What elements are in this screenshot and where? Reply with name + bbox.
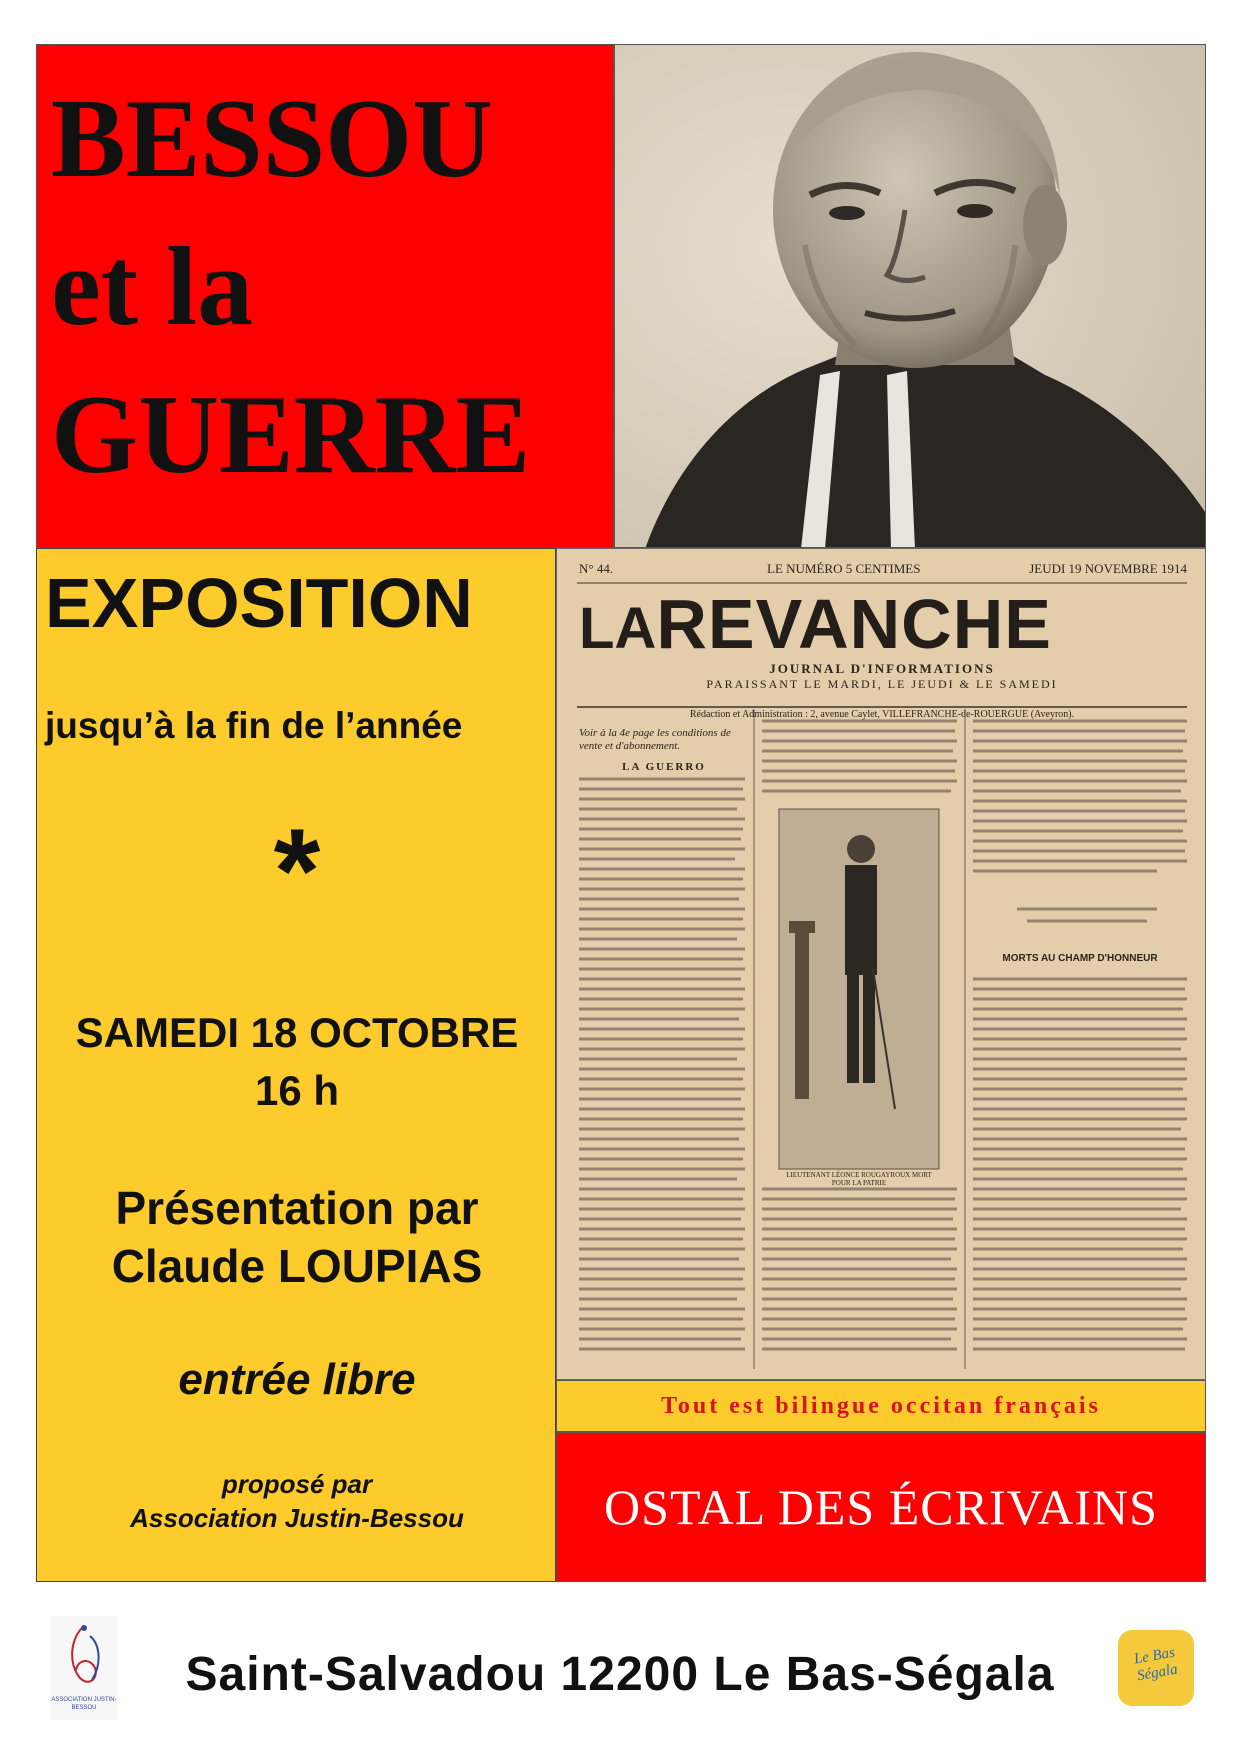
newspaper-address: Rédaction et Administration : 2, avenue Caylet, VILLEFRANCHE-de-ROUERGUE (Aveyron). — [689, 709, 1075, 720]
newspaper-price: LE NUMÉRO 5 CENTIMES — [767, 561, 921, 576]
info-panel — [36, 548, 556, 1582]
bas-segala-logo-text: Le Bas Ségala — [1132, 1644, 1179, 1685]
masthead-prefix: LA — [579, 596, 657, 661]
newspaper-photo-caption: LIEUTENANT LÉONCE ROUGAYROUX MORT POUR LA PATRIE — [786, 1171, 932, 1187]
presentation-line-2: Claude LOUPIAS — [111, 1240, 483, 1292]
portrait-illustration — [615, 45, 1206, 548]
venue-name: OSTAL DES ÉCRIVAINS — [556, 1432, 1206, 1582]
newspaper-image — [556, 548, 1206, 1380]
newspaper-section-la-guerro: LA GUERRO — [622, 761, 706, 773]
title-line-3: GUERRE — [51, 373, 531, 497]
separator-asterisk: * — [273, 804, 321, 938]
association-logo-text: ASSOCIATION JUSTIN-BESSOU — [51, 1697, 117, 1711]
exposition-heading: EXPOSITION — [45, 564, 473, 642]
presentation-line-1: Présentation par — [115, 1182, 479, 1234]
proposed-association: Association Justin-Bessou — [130, 1503, 464, 1533]
footer-address: Saint-Salvadou 12200 Le Bas-Ségala — [185, 1648, 1055, 1701]
proposed-by: proposé par — [221, 1469, 373, 1499]
title-line-1: BESSOU — [51, 77, 493, 201]
masthead-title: REVANCHE — [656, 585, 1052, 663]
portrait-photo — [614, 44, 1206, 548]
newspaper-number: N° 44. — [579, 561, 614, 576]
bas-segala-logo — [1118, 1630, 1194, 1706]
entry-free: entrée libre — [178, 1355, 416, 1404]
newspaper-date: JEUDI 19 NOVEMBRE 1914 — [1029, 561, 1187, 576]
title-block — [36, 44, 614, 548]
title-line-2: et la — [51, 225, 254, 349]
newspaper-notice: Voir à la 4e page les conditions de vente et d'abonnement. — [579, 727, 731, 752]
newspaper-subtitle: JOURNAL D'INFORMATIONS — [769, 661, 995, 676]
newspaper-section-morts: MORTS AU CHAMP D'HONNEUR — [1002, 953, 1158, 964]
event-date: SAMEDI 18 OCTOBRE — [75, 1009, 519, 1056]
association-logo — [50, 1616, 118, 1720]
newspaper-frequency: PARAISSANT LE MARDI, LE JEUDI & LE SAMEDI — [706, 677, 1058, 691]
newspaper-masthead — [579, 585, 1052, 663]
exposition-subheading: jusqu’à la fin de l’année — [45, 705, 463, 746]
bilingual-note: Tout est bilingue occitan français — [556, 1380, 1206, 1432]
event-time: 16 h — [254, 1067, 340, 1114]
